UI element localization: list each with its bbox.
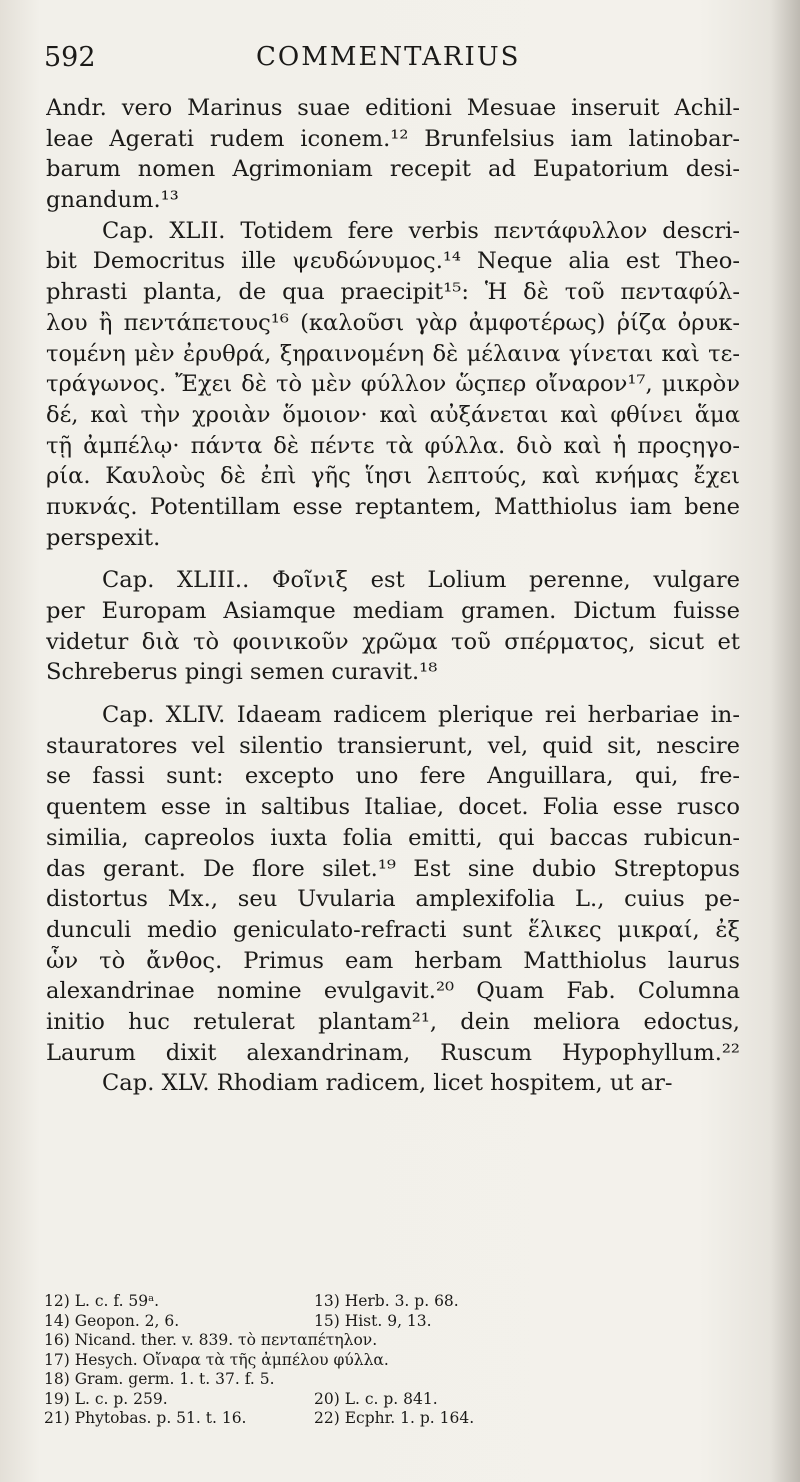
greek-line: ρία. Καυλοὺς δὲ ἐπὶ γῆς ἵησι λεπτούς, καὶ κνήμας ἔχει xyxy=(46,463,740,490)
page-header xyxy=(44,38,734,82)
running-head: COMMENTARIUS xyxy=(256,42,521,72)
text-line: leae Agerati rudem iconem.¹² Brunfelsius iam latinobar- xyxy=(46,125,740,152)
footnote: 13) Herb. 3. p. 68. xyxy=(314,1292,459,1310)
footnote: 12) L. c. f. 59ᵃ. xyxy=(44,1292,160,1310)
text-line: stauratores vel silentio transierunt, vel, quid sit, nescire xyxy=(46,732,740,759)
chapter-line: Cap. XLV. Rhodiam radicem, licet hospitem, ut ar- xyxy=(102,1070,673,1097)
footnote: 16) Nicand. ther. v. 839. τὸ πενταπέτηλον. xyxy=(44,1331,378,1349)
text-line: gnandum.¹³ xyxy=(46,187,179,214)
text-line: perspexit. xyxy=(46,524,161,551)
footnote-row xyxy=(44,1351,744,1371)
footnote-row xyxy=(44,1331,744,1351)
text-line: Laurum dixit alexandrinam, Ruscum Hypophyllum.²² xyxy=(46,1039,740,1066)
footnote: 22) Ecphr. 1. p. 164. xyxy=(314,1409,475,1427)
footnote: 20) L. c. p. 841. xyxy=(314,1389,438,1408)
greek-line: δέ, καὶ τὴν χροιὰν ὅμοιον· καὶ αὐξάνεται καὶ φθίνει ἅμα xyxy=(46,401,740,428)
page-number: 592 xyxy=(44,42,96,73)
footnote: 17) Hesych. Οἴναρα τὰ τῆς ἀμπέλου φύλλα. xyxy=(44,1350,389,1369)
text-line: Schreberus pingi semen curavit.¹⁸ xyxy=(46,659,438,686)
greek-line: τομένη μὲν ἐρυθρά, ξηραινομένη δὲ μέλαινα γίνεται καὶ τε- xyxy=(46,340,740,367)
footnote: 15) Hist. 9, 13. xyxy=(314,1311,432,1330)
text-line: πυκνάς. Potentillam esse reptantem, Matthiolus iam bene xyxy=(46,493,740,520)
footnote: 21) Phytobas. p. 51. t. 16. xyxy=(44,1409,247,1427)
footnote-row xyxy=(44,1312,744,1332)
text-line: se fassi sunt: excepto uno fere Anguillara, qui, fre- xyxy=(46,763,740,790)
text-line: initio huc retulerat plantam²¹, dein meliora edoctus, xyxy=(46,1008,740,1035)
footnote-row xyxy=(44,1409,744,1429)
text-line: similia, capreolos iuxta folia emitti, qui baccas rubicun- xyxy=(46,824,740,851)
text-line: bit Democritus ille ψευδώνυμος.¹⁴ Neque alia est Theo- xyxy=(46,248,740,275)
chapter-line: Cap. XLIV. Idaeam radicem plerique rei herbariae in- xyxy=(102,702,740,729)
text-line: videtur διὰ τὸ φοινικοῦν χρῶμα τοῦ σπέρματος, sicut et xyxy=(46,628,740,655)
footnote-row xyxy=(44,1390,744,1410)
footnote-row xyxy=(44,1370,744,1390)
main-text xyxy=(46,93,740,1099)
chapter-line: Cap. XLII. Totidem fere verbis πεντάφυλλον descri- xyxy=(102,217,740,244)
footnote: 18) Gram. germ. 1. t. 37. f. 5. xyxy=(44,1370,275,1388)
greek-line: λου ἢ πεντάπετους¹⁶ (καλοῦσι γὰρ ἀμφοτέρως) ῥίζα ὀρυκ- xyxy=(46,309,740,336)
footnote: 14) Geopon. 2, 6. xyxy=(44,1311,180,1330)
text-line: dunculi medio geniculato-refracti sunt ἕλικες μικραί, ἐξ xyxy=(46,916,740,943)
footnote: 19) L. c. p. 259. xyxy=(44,1389,168,1408)
chapter-line: Cap. XLIII.. Φοῖνιξ est Lolium perenne, vulgare xyxy=(102,567,740,594)
text-line: distortus Mx., seu Uvularia amplexifolia L., cuius pe- xyxy=(46,886,740,913)
text-line: phrasti planta, de qua praecipit¹⁵: Ἡ δὲ τοῦ πενταφύλ- xyxy=(46,279,740,306)
text-line: barum nomen Agrimoniam recepit ad Eupatorium desi- xyxy=(46,156,740,183)
footnote-row xyxy=(44,1292,744,1312)
text-line: alexandrinae nomine evulgavit.²⁰ Quam Fab. Columna xyxy=(46,978,740,1005)
text-line: Andr. vero Marinus suae editioni Mesuae inseruit Achil- xyxy=(46,95,740,121)
greek-line: τράγωνος. Ἔχει δὲ τὸ μὲν φύλλον ὥςπερ οἴναρον¹⁷, μικρὸν xyxy=(46,371,740,398)
text-line: quentem esse in saltibus Italiae, docet. Folia esse rusco xyxy=(46,794,740,821)
text-line: das gerant. De flore silet.¹⁹ Est sine dubio Streptopus xyxy=(46,855,740,882)
text-line: per Europam Asiamque mediam gramen. Dictum fuisse xyxy=(46,598,740,624)
greek-line: τῇ ἀμπέλῳ· πάντα δὲ πέντε τὰ φύλλα. διὸ καὶ ἡ προςηγο- xyxy=(46,432,740,459)
footnotes xyxy=(44,1292,744,1429)
text-line: ὧν τὸ ἄνθος. Primus eam herbam Matthiolus laurus xyxy=(46,947,740,974)
